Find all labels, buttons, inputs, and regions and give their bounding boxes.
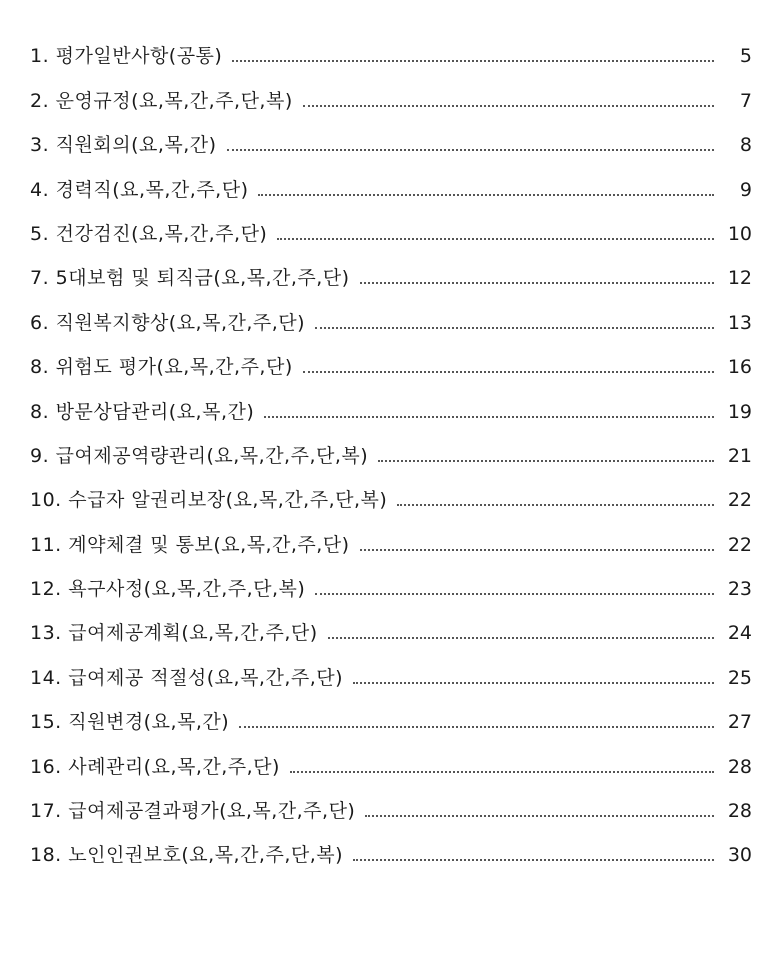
dot-leader	[277, 238, 714, 240]
toc-entry[interactable]	[30, 24, 752, 68]
dot-leader	[378, 460, 714, 462]
toc-entry-title: 13. 급여제공계획(요,목,간,주,단)	[30, 622, 318, 645]
toc-entry-title: 2. 운영규정(요,목,간,주,단,복)	[30, 89, 293, 112]
toc-entry[interactable]	[30, 601, 752, 645]
toc-entry-title: 15. 직원변경(요,목,간)	[30, 711, 230, 734]
toc-entry[interactable]	[30, 68, 752, 112]
toc-entry-page-number: 10	[727, 222, 752, 245]
dot-leader	[365, 815, 714, 817]
dot-leader	[303, 371, 714, 373]
toc-entry[interactable]	[30, 645, 752, 689]
toc-entry-title: 6. 직원복지향상(요,목,간,주,단)	[30, 311, 306, 334]
dot-leader	[360, 549, 714, 551]
toc-entry[interactable]	[30, 690, 752, 734]
dot-leader	[353, 859, 714, 861]
toc-entry-page-number: 28	[727, 755, 752, 778]
dot-leader	[264, 416, 714, 418]
toc-entry[interactable]	[30, 779, 752, 823]
toc-entry-page-number: 25	[727, 666, 752, 689]
toc-entry-title: 14. 급여제공 적절성(요,목,간,주,단)	[30, 666, 344, 689]
toc-entry-title: 17. 급여제공결과평가(요,목,간,주,단)	[30, 800, 356, 823]
toc-entry-title: 16. 사례관리(요,목,간,주,단)	[30, 755, 280, 778]
toc-entry-page-number: 13	[727, 311, 752, 334]
dot-leader	[315, 327, 714, 329]
dot-leader	[290, 771, 714, 773]
toc-entry-title: 5. 건강검진(요,목,간,주,단)	[30, 222, 268, 245]
toc-entry-title: 8. 위험도 평가(요,목,간,주,단)	[30, 356, 293, 379]
toc-entry-title: 12. 욕구사정(요,목,간,주,단,복)	[30, 578, 306, 601]
toc-entry-title: 8. 방문상담관리(요,목,간)	[30, 400, 255, 423]
toc-entry[interactable]	[30, 335, 752, 379]
toc-entry[interactable]	[30, 734, 752, 778]
toc-entry[interactable]	[30, 424, 752, 468]
toc-entry-page-number: 22	[727, 533, 752, 556]
toc-entry[interactable]	[30, 468, 752, 512]
toc-entry[interactable]	[30, 557, 752, 601]
toc-entry-page-number: 5	[739, 45, 752, 68]
dot-leader	[258, 194, 714, 196]
toc-entry[interactable]	[30, 202, 752, 246]
toc-entry-page-number: 21	[727, 444, 752, 467]
toc-entry-title: 4. 경력직(요,목,간,주,단)	[30, 178, 249, 201]
toc-entry-title: 1. 평가일반사항(공통)	[30, 45, 223, 68]
toc-entry[interactable]	[30, 290, 752, 334]
dot-leader	[303, 105, 714, 107]
toc-entry-page-number: 22	[727, 489, 752, 512]
dot-leader	[328, 637, 714, 639]
toc-entry-title: 11. 계약체결 및 통보(요,목,간,주,단)	[30, 533, 350, 556]
toc-entry[interactable]	[30, 512, 752, 556]
toc-entry-title: 9. 급여제공역량관리(요,목,간,주,단,복)	[30, 444, 369, 467]
toc-entry-page-number: 16	[727, 356, 752, 379]
toc-entry-page-number: 9	[739, 178, 752, 201]
toc-entry-page-number: 24	[727, 622, 752, 645]
toc-entry-page-number: 30	[727, 844, 752, 867]
toc-entry-title: 3. 직원회의(요,목,간)	[30, 134, 217, 157]
toc-entry-page-number: 28	[727, 800, 752, 823]
dot-leader	[239, 726, 714, 728]
toc-entry-page-number: 7	[739, 89, 752, 112]
toc-entry-page-number: 12	[727, 267, 752, 290]
toc-entry-title: 7. 5대보험 및 퇴직금(요,목,간,주,단)	[30, 267, 350, 290]
dot-leader	[360, 282, 714, 284]
dot-leader	[227, 149, 714, 151]
dot-leader	[353, 682, 714, 684]
toc-entry[interactable]	[30, 157, 752, 201]
toc-entry[interactable]	[30, 246, 752, 290]
toc-entry-page-number: 27	[727, 711, 752, 734]
toc-list	[30, 24, 752, 867]
dot-leader	[315, 593, 714, 595]
dot-leader	[232, 60, 714, 62]
toc-entry-title: 10. 수급자 알권리보장(요,목,간,주,단,복)	[30, 489, 388, 512]
toc-entry-page-number: 19	[727, 400, 752, 423]
toc-entry[interactable]	[30, 113, 752, 157]
toc-entry[interactable]	[30, 379, 752, 423]
toc-entry-page-number: 23	[727, 578, 752, 601]
dot-leader	[397, 504, 714, 506]
toc-entry[interactable]	[30, 823, 752, 867]
toc-entry-title: 18. 노인인권보호(요,목,간,주,단,복)	[30, 844, 344, 867]
toc-entry-page-number: 8	[739, 134, 752, 157]
